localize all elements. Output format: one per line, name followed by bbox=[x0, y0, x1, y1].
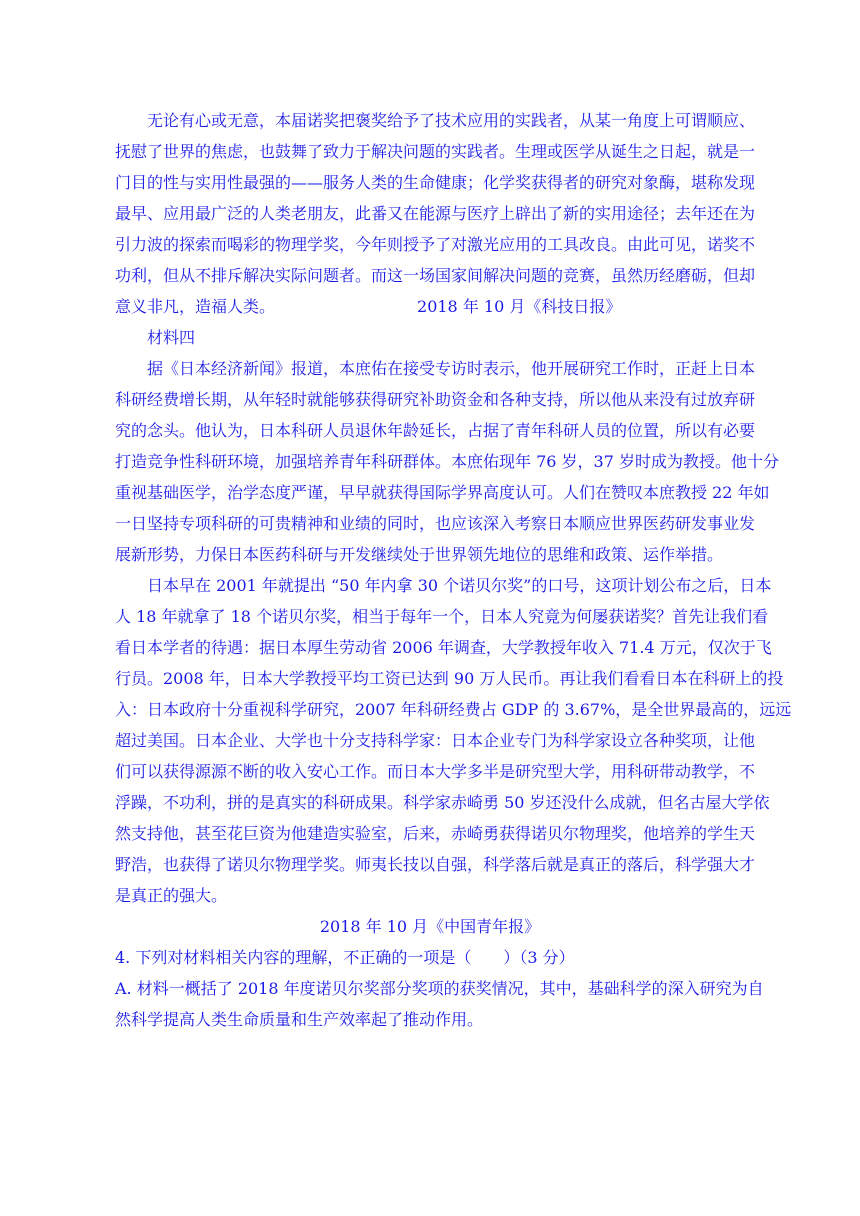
paragraph-line: 们可以获得源源不断的收入安心工作。而日本大学多半是研究型大学，用科研带动教学，不 bbox=[115, 762, 756, 781]
paragraph-last-text: 意义非凡，造福人类。 bbox=[115, 297, 276, 316]
paragraph-line: 行员。2008 年，日本大学教授平均工资已达到 90 万人民币。再让我们看看日本在科研上的投 bbox=[115, 669, 784, 688]
paragraph-line: 究的念头。他认为，日本科研人员退休年龄延长，占据了青年科研人员的位置，所以有必要 bbox=[115, 421, 756, 440]
paragraph-line bbox=[115, 295, 745, 319]
paragraph-line: 展新形势，力保日本医药科研与开发继续处于世界领先地位的思维和政策、运作举措。 bbox=[115, 545, 724, 564]
paragraph-line: 超过美国。日本企业、大学也十分支持科学家：日本企业专门为科学家设立各种奖项，让他 bbox=[115, 731, 756, 750]
paragraph-line: 重视基础医学，治学态度严谨，早早就获得国际学界高度认可。人们在赞叹本庶教授 22 年如 bbox=[115, 483, 770, 502]
paragraph-line: 野浩，也获得了诺贝尔物理学奖。师夷长技以自强，科学落后就是真正的落后，科学强大才 bbox=[115, 855, 756, 874]
option-a-line: A. 材料一概括了 2018 年度诺贝尔奖部分奖项的获奖情况，其中，基础科学的深入研究为自 bbox=[115, 979, 764, 998]
paragraph-line: 最早、应用最广泛的人类老朋友，此番又在能源与医疗上辟出了新的实用途径；去年还在为 bbox=[115, 204, 756, 223]
paragraph-line: 看日本学者的待遇：据日本厚生劳动省 2006 年调查，大学教授年收入 71.4 万元，仅次于飞 bbox=[115, 638, 772, 657]
paragraph-line: 抚慰了世界的焦虑，也鼓舞了致力于解决问题的实践者。生理或医学从诞生之日起，就是一 bbox=[115, 142, 756, 161]
option-a-line: 然科学提高人类生命质量和生产效率起了推动作用。 bbox=[115, 1010, 484, 1029]
section-label: 材料四 bbox=[147, 328, 196, 347]
paragraph-line: 据《日本经济新闻》报道，本庶佑在接受专访时表示，他开展研究工作时，正赶上日本 bbox=[147, 359, 756, 378]
paragraph-line: 门目的性与实用性最强的——服务人类的生命健康；化学奖获得者的研究对象酶，堪称发现 bbox=[115, 173, 756, 192]
paragraph-line: 人 18 年就拿了 18 个诺贝尔奖，相当于每年一个，日本人究竟为何屡获诺奖？首先让我们看 bbox=[115, 607, 769, 626]
paragraph-line: 日本早在 2001 年就提出 “50 年内拿 30 个诺贝尔奖”的口号，这项计划公布之后，日本 bbox=[147, 576, 772, 595]
paragraph-line: 浮躁，不功利，拼的是真实的科研成果。科学家赤崎勇 50 岁还没什么成就，但名古屋大学依 bbox=[115, 793, 770, 812]
source-citation: 2018 年 10 月《中国青年报》 bbox=[319, 917, 541, 936]
paragraph-line: 入：日本政府十分重视科学研究，2007 年科研经费占 GDP 的 3.67%，是全世界最高的，远远 bbox=[115, 700, 792, 719]
paragraph-line: 一日坚持专项科研的可贵精神和业绩的同时，也应该深入考察日本顺应世界医药研发事业发 bbox=[115, 514, 756, 533]
paragraph-line: 打造竞争性科研环境，加强培养青年科研群体。本庶佑现年 76 岁，37 岁时成为教授。他十分 bbox=[115, 452, 779, 471]
paragraph-line: 功利，但从不排斥解决实际问题者。而这一场国家间解决问题的竞赛，虽然历经磨砺，但却 bbox=[115, 266, 756, 285]
source-citation: 2018 年 10 月《科技日报》 bbox=[417, 297, 622, 316]
paragraph-line: 是真正的强大。 bbox=[115, 886, 228, 905]
question-text: 4. 下列对材料相关内容的理解，不正确的一项是（ ）（3 分） bbox=[115, 948, 575, 967]
paragraph-line: 无论有心或无意，本届诺奖把褒奖给予了技术应用的实践者，从某一角度上可谓顺应、 bbox=[147, 111, 756, 130]
paragraph-line: 然支持他，甚至花巨资为他建造实验室，后来，赤崎勇获得诺贝尔物理奖，他培养的学生天 bbox=[115, 824, 756, 843]
paragraph-line: 引力波的探索而喝彩的物理学奖，今年则授予了对激光应用的工具改良。由此可见，诺奖不 bbox=[115, 235, 756, 254]
paragraph-line: 科研经费增长期，从年轻时就能够获得研究补助资金和各种支持，所以他从来没有过放弃研 bbox=[115, 390, 756, 409]
